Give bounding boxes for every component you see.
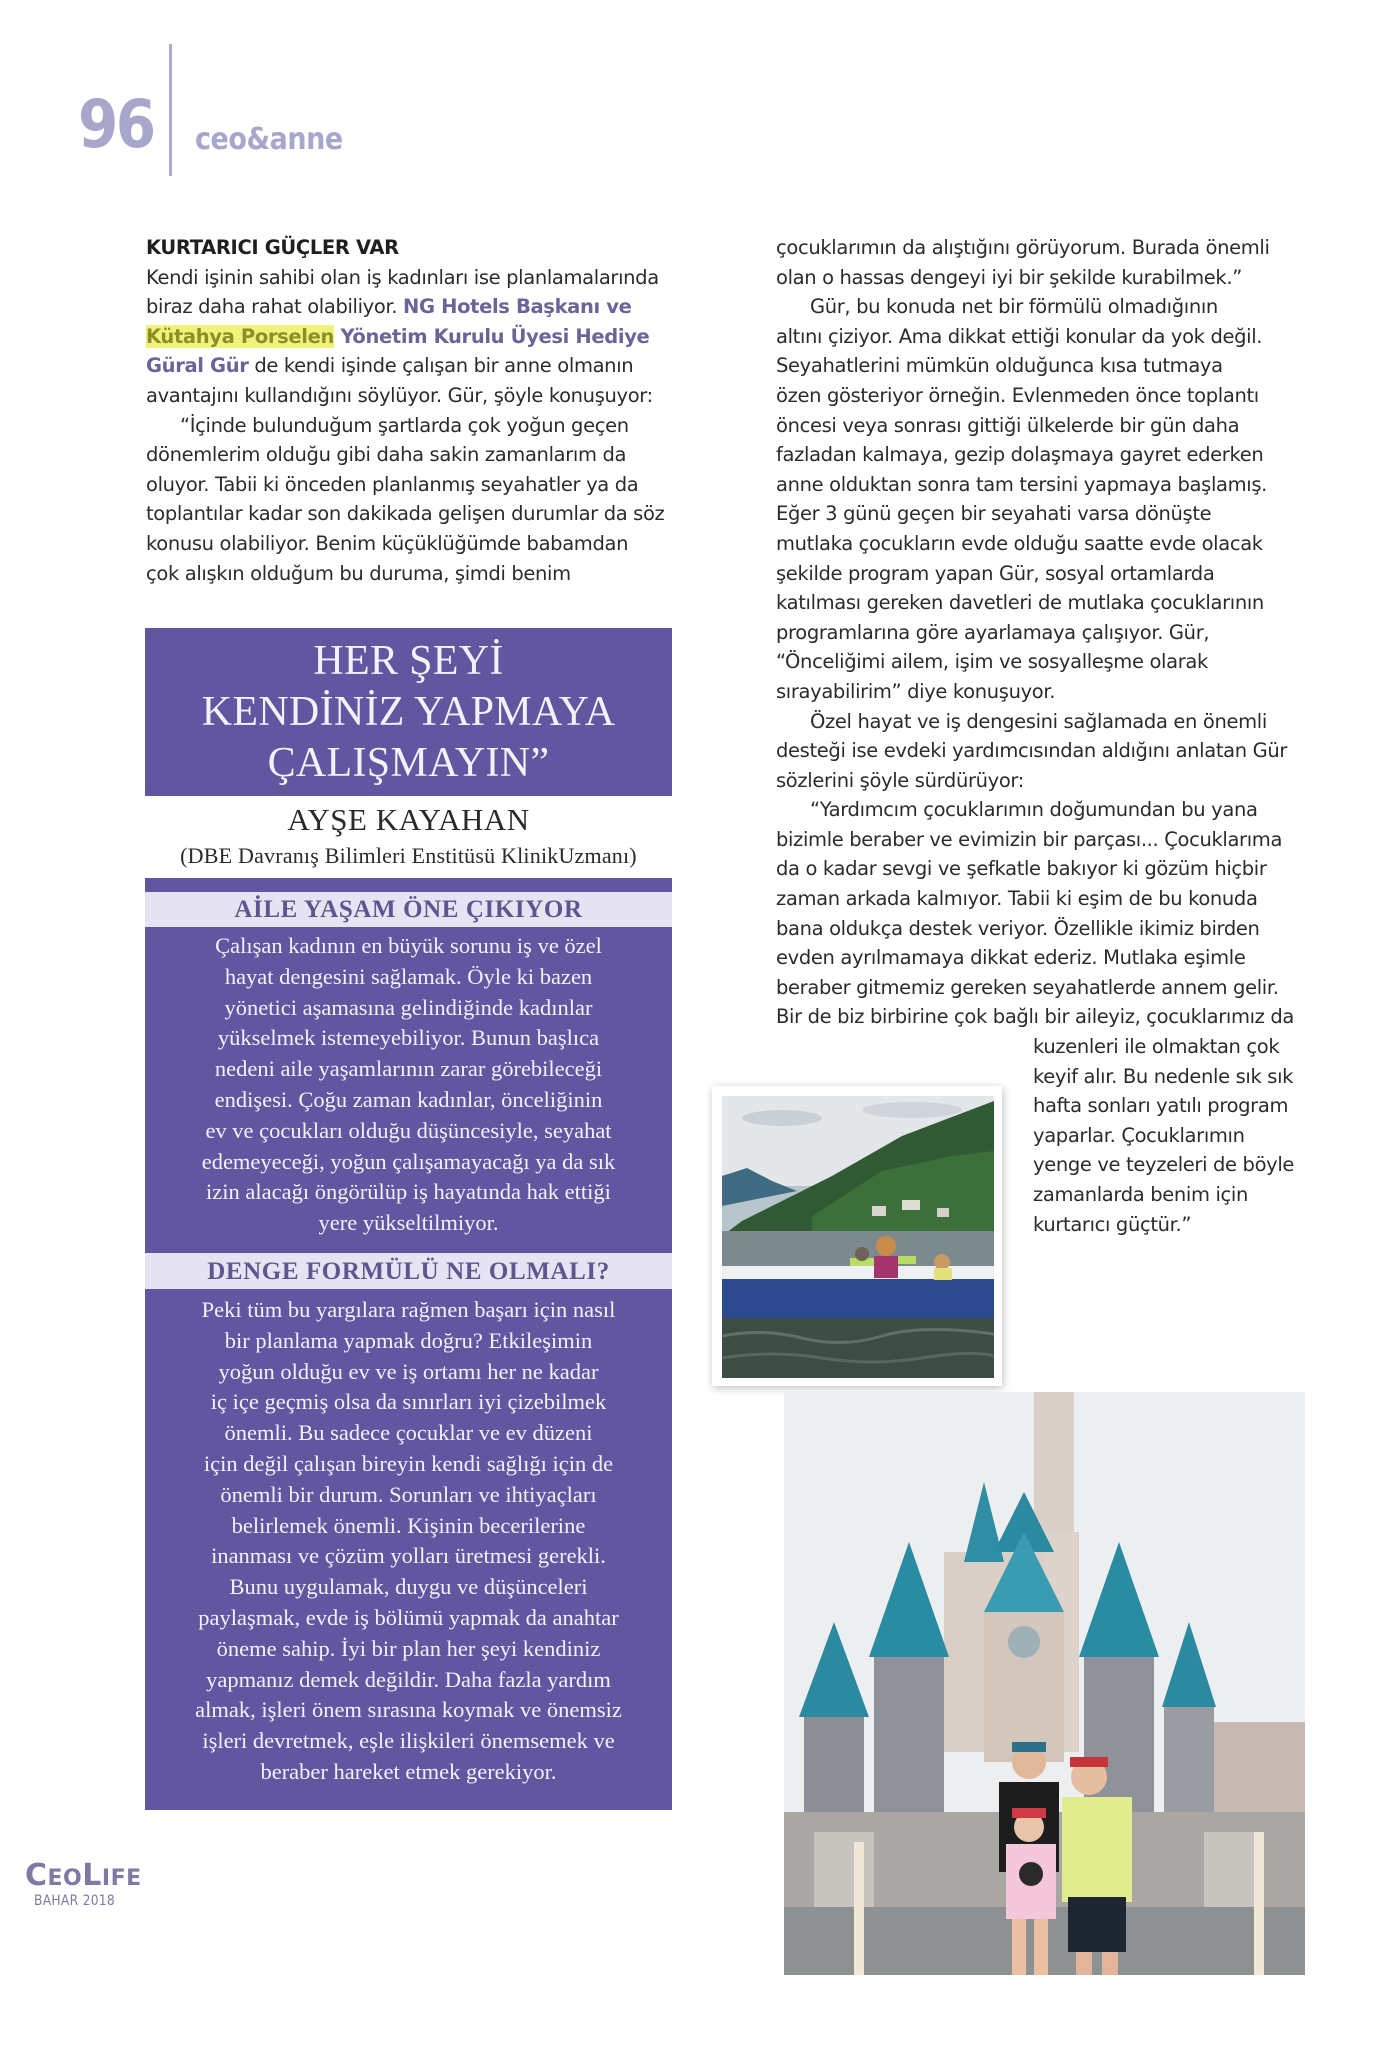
sidebar-line: belirlemek önemli. Kişinin becerilerine [231,1512,586,1538]
body-line [146,322,676,352]
body-line: şekilde program yapan Gür, sosyal ortamlarda [776,561,1215,585]
sidebar-line: ev ve çocukları olduğu düşüncesiyle, seyahat [205,1117,612,1143]
highlighted-name: Yönetim Kurulu Üyesi Hediye [334,324,650,348]
logo-letter: L [82,1858,102,1893]
body-line: “Yardımcım çocuklarımın doğumundan bu yana [810,798,1258,822]
sidebar-section-body [145,1289,672,1810]
sidebar-line: paylaşmak, evde iş bölümü yapmak da anahtar [198,1604,619,1630]
logo-letters: EO [47,1866,83,1891]
body-line: dönemlerim olduğu gibi daha sakin zamanlarım da [146,443,627,467]
left-column [146,233,676,588]
photo-boat-on-lake [712,1086,1002,1386]
photo-family-at-castle [784,1392,1305,1975]
body-line: “İçinde bulunduğum şartlarda çok yoğun geçen [180,413,629,437]
sidebar-line: nedeni aile yaşamlarının zarar görebileceği [214,1056,603,1082]
body-text: de kendi işinde çalışan bir anne olmanın [248,354,634,378]
body-line: beraber gitmemiz gereken seyahatlerde annem gelir. [776,975,1279,999]
pull-quote-line: KENDİNİZ YAPMAYA [201,688,616,735]
body-line [146,292,676,322]
body-line: Eğer 3 günü geçen bir seyahati varsa dönüşte [776,502,1212,526]
sidebar-line: yönetici aşamasına gelindiğinde kadınlar [224,994,593,1020]
body-line: hafta sonları yatılı program [1033,1094,1289,1118]
castle-scene-illustration [784,1392,1305,1975]
pull-quote-box [145,628,672,796]
body-line: bizimle beraber ve evimizin bir parçası... Çocuklarıma [776,827,1283,851]
sidebar-section-title: DENGE FORMÜLÜ NE OLMALI? [145,1253,672,1289]
highlighted-company: Kütahya Porselen [146,324,335,348]
sidebar-line: yükselmek istemeyebiliyor. Bunun başlıca [217,1025,600,1051]
body-line: oluyor. Tabii ki önceden planlanmış seyahatler ya da [146,472,639,496]
body-line: Kendi işinin sahibi olan iş kadınları ise planlamalarında [146,265,659,289]
body-line: Bir de biz birbirine çok bağlı bir aileyiz, çocuklarımız da [776,1005,1295,1029]
body-line: mutlaka çocukların evde olduğu saatte evde olacak [776,531,1263,555]
body-line: olan o hassas dengeyi iyi bir şekilde kurabilmek.” [776,265,1242,289]
body-line: özen gösteriyor örneğin. Evlenmeden önce toplantı [776,383,1259,407]
sidebar-line: beraber hareket etmek gerekiyor. [260,1758,557,1784]
body-line: kuzenleri ile olmaktan çok [1033,1035,1280,1059]
author-name: AYŞE KAYAHAN [287,802,530,837]
body-line: kurtarıcı güçtür.” [1033,1212,1192,1236]
body-line: fazladan kalmaya, gezip dolaşmaya gayret ederken [776,443,1264,467]
divider-strip [145,878,672,892]
sidebar-line: işleri devretmek, eşle ilişkileri önemsemek ve [202,1728,615,1754]
pull-quote-line: ÇALIŞMAYIN” [267,739,550,786]
article-subheading: KURTARICI GÜÇLER VAR [146,236,399,259]
body-line: toplantılar kadar son dakikada gelişen durumlar da söz [146,502,665,526]
body-line: sözlerini şöyle sürdürüyor: [776,768,1024,792]
sidebar-line: bir planlama yapmak doğru? Etkileşimin [224,1327,593,1353]
logo-letters: IFE [101,1866,142,1891]
header-divider [169,44,172,176]
body-line: evden ayrılmamaya dikkat ederiz. Mutlaka eşimle [776,946,1246,970]
sidebar-section-body [145,927,672,1253]
author-affiliation: (DBE Davranış Bilimleri Enstitüsü KlinikUzmanı) [180,843,637,868]
body-line [146,351,676,381]
sidebar-line: inanması ve çözüm yolları üretmesi gerekli. [211,1543,606,1569]
sidebar-line: edemeyeceği, yoğun çalışamayacağı ya da sık [201,1148,616,1174]
sidebar-line: endişesi. Çoğu zaman kadınlar, önceliğinin [214,1086,603,1112]
sidebar-line: Peki tüm bu yargılara rağmen başarı için nasıl [201,1297,616,1322]
sidebar-line: yoğun olduğu ev ve iş ortamı her ne kadar [218,1358,599,1384]
boat-image [722,1096,994,1378]
body-line: altını çiziyor. Ama dikkat ettiği konular da yok değil. [776,324,1263,348]
body-line: anne olduktan sonra tam tersini yapmaya başlamış. [776,472,1267,496]
page-number: 96 [78,86,154,163]
issue-label: BAHAR 2018 [34,1893,115,1909]
body-line: Özel hayat ve iş dengesini sağlamada en önemli [810,709,1267,733]
sidebar-line: önemli. Bu sadece çocuklar ve ev düzeni [224,1420,593,1446]
body-line: da o kadar sevgi ve şefkatle bakıyor ki gözüm hiçbir [776,857,1267,881]
body-line: avantajını kullandığını söylüyor. Gür, şöyle konuşuyor: [146,383,653,407]
body-line: programlarına göre ayarlamaya çalışıyor. Gür, [776,620,1210,644]
body-line: zamanlarda benim için [1033,1183,1248,1206]
magazine-logo [25,1858,142,1893]
body-line: bana oldukça destek veriyor. Özellikle ikimiz birden [776,916,1260,940]
pull-quote-line: HER ŞEYİ [313,637,504,684]
sidebar-line: yere yükseltilmiyor. [318,1210,499,1236]
sidebar-line: için değil çalışan bireyin kendi sağlığı için de [203,1450,614,1476]
sidebar-line: almak, işleri önem sırasına koymak ve önemsiz [195,1697,622,1723]
body-line: Gür, bu konuda net bir förmülü olmadığının [810,295,1218,319]
highlighted-name: Güral Gür [146,354,249,378]
sidebar-line: iç içe geçmiş olsa da sınırları iyi çizebilmek [210,1389,607,1415]
sidebar-line: Çalışan kadının en büyük sorunu iş ve özel [215,933,602,958]
body-text: biraz daha rahat olabiliyor. [146,295,404,319]
body-line: yenge ve teyzeleri de böyle [1033,1153,1295,1177]
body-line: keyif alır. Bu nedenle sık sık [1033,1064,1294,1088]
sidebar-line: izin alacağı öngörülüp iş hayatında hak ettiği [206,1179,611,1205]
highlighted-name: NG Hotels Başkanı ve [403,295,632,319]
lake-scene-illustration [722,1096,994,1378]
sidebar-section-title: AİLE YAŞAM ÖNE ÇIKIYOR [145,892,672,927]
sidebar-line: Bunu uygulamak, duygu ve düşünceleri [229,1574,588,1600]
body-line: desteği ise evdeki yardımcısından aldığını anlatan Gür [776,739,1288,763]
body-line: konusu olabiliyor. Benim küçüklüğümde babamdan [146,531,629,555]
body-line: çocuklarımın da alıştığını görüyorum. Burada önemli [776,236,1270,259]
body-line: çok alışkın olduğum bu duruma, şimdi benim [146,561,571,585]
body-line: öncesi veya sonrası gittiği ülkelerde bir gün daha [776,413,1240,437]
sidebar-line: öneme sahip. İyi bir plan her şeyi kendiniz [216,1635,601,1661]
body-line: Seyahatlerini mümkün olduğunca kısa tutmaya [776,354,1223,378]
body-line: zaman arkada kalmıyor. Tabii ki eşim de bu konuda [776,887,1258,911]
sidebar-line: hayat dengesini sağlamak. Öyle ki bazen [224,963,593,989]
body-line: yaparlar. Çocuklarımın [1033,1123,1245,1147]
body-line: “Önceliğimi ailem, işim ve sosyalleşme olarak [776,650,1208,674]
body-line: sırayabilirim” diye konuşuyor. [776,679,1056,703]
section-title: ceo&anne [195,122,343,157]
sidebar-line: yapmanız demek değildir. Daha fazla yardım [206,1666,611,1692]
body-line: katılması gereken davetleri de mutlaka çocuklarının [776,591,1264,615]
sidebar-line: önemli bir durum. Sorunları ve ihtiyaçları [220,1481,597,1507]
logo-letter: C [25,1858,48,1893]
